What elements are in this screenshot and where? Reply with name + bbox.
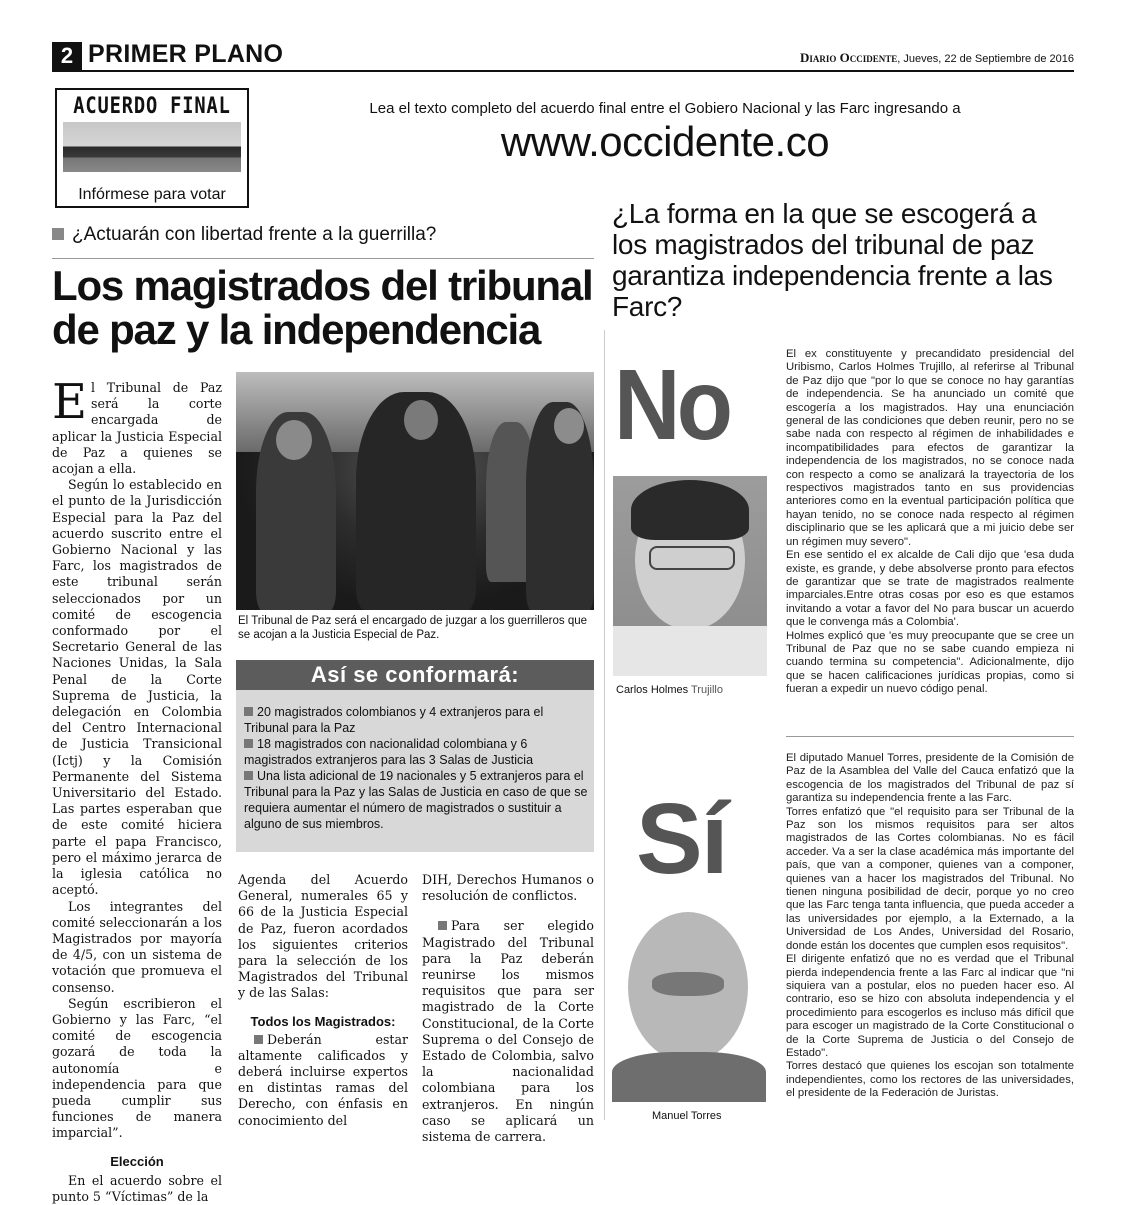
article-paragraph bbox=[238, 1032, 408, 1129]
section-title: PRIMER PLANO bbox=[88, 40, 284, 68]
photo-face bbox=[276, 420, 312, 460]
no-argument bbox=[786, 348, 1074, 697]
photo-face bbox=[404, 400, 438, 440]
flag-image bbox=[63, 122, 241, 172]
drop-cap: E bbox=[52, 374, 88, 430]
portrait-shirt bbox=[613, 626, 767, 676]
argument-paragraph: El dirigente enfatizó que no es verdad que el Tribunal pierda independencia frente a las Farc al indicar que "ni siquiera van a postular, elos no pueden hacer eso. Al contrario, eso se hizo con absoluta independencia y el procedimiento para escogerlos es incluso más difícil que para escoger un magistrado de la Corte Constitucional o de la Corte Suprema de Justicia o del Consejo de Estado". bbox=[786, 953, 1074, 1059]
carlos-holmes-caption bbox=[616, 684, 723, 696]
box-item bbox=[244, 768, 588, 832]
article-kicker bbox=[52, 224, 436, 246]
no-label: No bbox=[614, 349, 730, 461]
logo-title: ACUERDO FINAL bbox=[73, 94, 231, 119]
article-paragraph: Según escribieron el Gobierno y las Farc, “el comité de escogencia gozará de toda la autonomía e independencia para que pueda cumplir sus funciones de manera imparcial”. bbox=[52, 995, 222, 1141]
portrait-hair bbox=[631, 480, 749, 540]
subhead-todos: Todos los Magistrados: bbox=[250, 1013, 396, 1029]
logo-tagline: Infórmese para votar bbox=[78, 186, 226, 203]
box-item bbox=[244, 736, 588, 768]
article-column-3 bbox=[422, 872, 594, 1145]
manuel-torres-photo bbox=[612, 912, 766, 1102]
manuel-torres-caption: Manuel Torres bbox=[652, 1110, 722, 1122]
si-argument bbox=[786, 752, 1074, 1101]
conformation-box bbox=[236, 660, 594, 852]
masthead bbox=[800, 50, 1074, 66]
argument-paragraph: Torres destacó que quienes los escojan son totalmente independientes, como los rectores de las universidades, el presidente de la Federación de Juristas. bbox=[786, 1060, 1074, 1100]
article-lead bbox=[52, 374, 222, 477]
box-item bbox=[244, 704, 588, 736]
caption-last: Trujillo bbox=[688, 684, 723, 696]
page-number: 2 bbox=[52, 42, 82, 70]
box-item-text: 20 magistrados colombianos y 4 extranjeros para el Tribunal para la Paz bbox=[244, 705, 544, 735]
header-rule bbox=[52, 70, 1074, 72]
article-headline: Los magistrados del tribunal de paz y la independencia bbox=[52, 262, 593, 353]
article-paragraph: Según lo establecido en el punto de la Jurisdicción Especial para la Paz del acuerdo suscrito entre el Gobierno Nacional y las Farc, los magistrados de este tribunal serán seleccionados por un comité de escogencia conformado por el Secretario General de las Naciones Unidas, la Sala Penal de la Corte Suprema de Justicia, la delegación en Colombia del Centro Internacional de Justicia Transicional (Ictj) y la Comisión Permanente del Sistema Universitario del Estado. Las partes esperaban que de este comité hiciera parte el papa Francisco, pero el máximo jerarca de la iglesia católica no aceptó. bbox=[52, 477, 222, 898]
portrait-eyes bbox=[652, 972, 724, 996]
photo-caption: El Tribunal de Paz será el encargado de juzgar a los guerrilleros que se acojan a la Justicia Especial de Paz. bbox=[238, 615, 588, 641]
argument-paragraph: El diputado Manuel Torres, presidente de la Comisión de Paz de la Asamblea del Valle del Cauca enfatizó que la escogencia de los magistrados del Tribunal de paz sí garantiza su independencia frente a las Farc. bbox=[786, 752, 1074, 805]
article-paragraph: En el acuerdo sobre el punto 5 “Víctimas” de la bbox=[52, 1172, 222, 1204]
kicker-text: ¿Actuarán con libertad frente a la guerrilla? bbox=[72, 224, 437, 245]
argument-paragraph: Torres enfatizó que "el requisito para ser Tribunal de la Paz son los mismos requisitos para ser altos magistrados de las Cortes colombianas. No es fácil acceder. Va a ser la clase académica más importante del país, que van a componer, quienes van a componer, quienes van a hacer los magistrados del Tribunal. No tienen ninguna posibilidad de decir, porque yo no creo que las Farc tenga tanta influencia, que pueda acceder a las universidades por ejemplo, a la Externado, a la Universidad de Los Andes, Universidad del Rosario, donde están los docentes que cumplen esos requisitos". bbox=[786, 805, 1074, 952]
article-paragraph: Agenda del Acuerdo General, numerales 65 y 66 de la Justicia Especial de Paz, fueron acordados los siguientes criterios para la selección de los Magistrados del Tribunal y de las Salas: bbox=[238, 872, 408, 1001]
acuerdo-final-logo bbox=[55, 88, 249, 208]
box-item-text: 18 magistrados con nacionalidad colombiana y 6 magistrados extranjeros para las 3 Salas de Justicia bbox=[244, 737, 534, 767]
box-title: Así se conformará: bbox=[236, 660, 594, 690]
box-list bbox=[244, 704, 588, 832]
subhead-eleccion: Elección bbox=[110, 1153, 164, 1169]
paragraph-text: Para ser elegido Magistrado del Tribunal para la Paz deberán reunirse los mismos requisitos que para ser magistrado de la Corte Constitucional, de la Corte Suprema o del Consejo de Estado de Colombia, salvo la nacionalidad colombiana para los extranjeros. En ningún caso se aplicará un sistema de carrera. bbox=[422, 918, 594, 1145]
article-paragraph: Los integrantes del comité seleccionarán a los Magistrados por mayoría de 4/5, con un sistema de votación que promueva el consenso. bbox=[52, 898, 222, 995]
square-bullet-icon bbox=[52, 228, 64, 240]
guerrilla-photo bbox=[236, 372, 594, 610]
carlos-holmes-photo bbox=[613, 476, 767, 676]
argument-paragraph: En ese sentido el ex alcalde de Cali dijo que 'esa duda existe, es grande, y debe absolverse pronto para efectos de garantizar que se trate de magistrados realmente imparciales.Entre otras cosas por eso es que estamos invitando a votar a favor del No para buscar un acuerdo que le convenga más a Colombia'. bbox=[786, 549, 1074, 629]
debate-question: ¿La forma en la que se escogerá a los magistrados del tribunal de paz garantiza independencia frente a las Farc? bbox=[612, 198, 1053, 322]
paragraph-text: Deberán estar altamente calificados y deberá incluirse expertos en distintas ramas del Derecho, con énfasis en conocimiento del bbox=[238, 1031, 408, 1128]
square-bullet-icon bbox=[254, 1035, 263, 1044]
photo-face bbox=[554, 408, 584, 444]
argument-paragraph: El ex constituyente y precandidato presidencial del Uribismo, Carlos Holmes Trujillo, al referirse al Tribunal de Paz dijo que "por lo que se conoce no hay garantías de independencia. Se ha anunciado un comité que escogería a los magistrados. Hay una enunciación general de las condiciones que deben reunir, pero no se sabe nada con respecto al régimen de inhabilidades e incompatibilidades para efectos de garantizar la independencia de los magistrados, no se conoce nada con respecto a como se analizará la trayectoria de los respectivos magistrados tanto en sus providencias anteriores como en la eventual participación política que hayan tenido, no se conoce nada respecto al régimen disciplinario que se les aplicará que a mi juicio debe ser un régimen muy severo". bbox=[786, 348, 1074, 548]
box-item-text: Una lista adicional de 19 nacionales y 5 extranjeros para el Tribunal para la Paz y las Salas de Justicia en caso de que se requiera aumentar el número de magistrados o sustituir a alguno de sus miembros. bbox=[244, 769, 588, 831]
article-paragraph bbox=[422, 918, 594, 1145]
square-bullet-icon bbox=[244, 739, 253, 748]
kicker-rule bbox=[52, 258, 594, 259]
lead-text: l Tribunal de Paz será la corte encargada de aplicar la Justicia Especial de Paz a quienes se acojan a ella. bbox=[52, 380, 222, 477]
publication-date: , Jueves, 22 de Septiembre de 2016 bbox=[897, 53, 1074, 65]
glasses-icon bbox=[649, 546, 735, 570]
caption-first: Carlos Holmes bbox=[616, 684, 689, 696]
square-bullet-icon bbox=[244, 707, 253, 716]
argument-divider bbox=[786, 736, 1074, 737]
column-divider bbox=[604, 330, 605, 1120]
article-column-1 bbox=[52, 374, 222, 1205]
article-column-2 bbox=[238, 872, 408, 1129]
argument-paragraph: Holmes explicó que 'es muy preocupante que se cree un Tribunal de Paz que no se sabe cuando empieza ni cuando termina su competencia". Adicionalmente, dijo que se hacen calificaciones jurídicas propias, como si fueran a expedir un nuevo código penal. bbox=[786, 629, 1074, 696]
promo-text: Lea el texto completo del acuerdo final entre el Gobiero Nacional y las Farc ingresando a bbox=[369, 100, 961, 117]
portrait-suit bbox=[612, 1052, 766, 1102]
si-label: Sí bbox=[636, 783, 727, 895]
square-bullet-icon bbox=[244, 771, 253, 780]
article-paragraph: DIH, Derechos Humanos o resolución de conflictos. bbox=[422, 872, 594, 904]
square-bullet-icon bbox=[438, 921, 447, 930]
promo-url[interactable]: www.occidente.co bbox=[500, 118, 830, 165]
newspaper-name: Diario Occidente bbox=[800, 50, 898, 65]
